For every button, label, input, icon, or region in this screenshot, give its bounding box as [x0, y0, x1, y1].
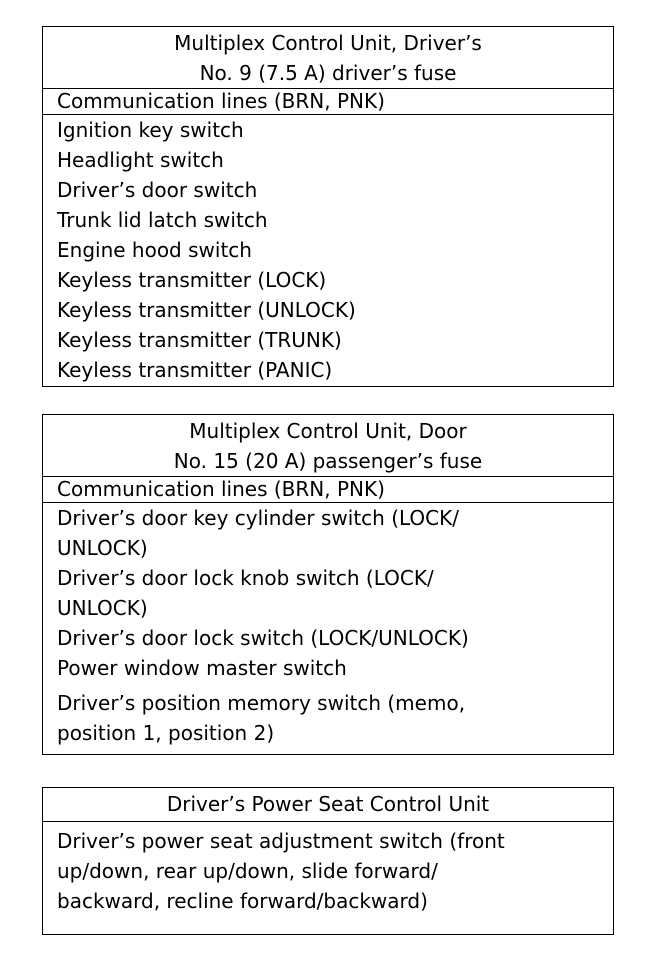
power-seat-cu-title: Driver’s Power Seat Control Unit — [43, 788, 613, 822]
power-seat-cu-table — [42, 787, 614, 935]
door-mcu-title-line1: Multiplex Control Unit, Door — [189, 419, 467, 443]
driver-mcu-comm-lines: Communication lines (BRN, PNK) — [43, 89, 613, 115]
list-item: UNLOCK) — [57, 536, 148, 560]
list-item: Driver’s door lock switch (LOCK/UNLOCK) — [57, 626, 469, 650]
list-item: Driver’s position memory switch (memo, — [57, 691, 466, 715]
list-item: Keyless transmitter (UNLOCK) — [57, 298, 356, 322]
list-item: Trunk lid latch switch — [57, 208, 268, 232]
power-seat-cu-inputs — [43, 822, 613, 916]
driver-mcu-inputs — [43, 115, 613, 385]
list-item: Ignition key switch — [57, 118, 244, 142]
driver-mcu-fuse-line: No. 9 (7.5 A) driver’s fuse — [199, 61, 457, 85]
driver-mcu-title-line1: Multiplex Control Unit, Driver’s — [174, 31, 482, 55]
list-item: Driver’s door switch — [57, 178, 258, 202]
list-item: position 1, position 2) — [57, 721, 275, 745]
list-item: Keyless transmitter (LOCK) — [57, 268, 327, 292]
list-item: UNLOCK) — [57, 596, 148, 620]
list-item: up/down, rear up/down, slide forward/ — [57, 859, 438, 883]
door-mcu-title — [43, 415, 613, 477]
list-item: Headlight switch — [57, 148, 224, 172]
list-item: Power window master switch — [57, 656, 347, 680]
list-item: Keyless transmitter (TRUNK) — [57, 328, 342, 352]
list-item: Driver’s power seat adjustment switch (front — [57, 829, 505, 853]
driver-mcu-title — [43, 27, 613, 89]
door-mcu-table — [42, 414, 614, 755]
door-mcu-inputs — [43, 503, 613, 748]
door-mcu-comm-lines: Communication lines (BRN, PNK) — [43, 477, 613, 503]
list-item: Engine hood switch — [57, 238, 252, 262]
list-item: Driver’s door key cylinder switch (LOCK/ — [57, 506, 459, 530]
driver-mcu-table — [42, 26, 614, 387]
door-mcu-fuse-line: No. 15 (20 A) passenger’s fuse — [173, 449, 483, 473]
list-item: backward, recline forward/backward) — [57, 889, 428, 913]
list-item: Driver’s door lock knob switch (LOCK/ — [57, 566, 434, 590]
list-item: Keyless transmitter (PANIC) — [57, 358, 333, 382]
